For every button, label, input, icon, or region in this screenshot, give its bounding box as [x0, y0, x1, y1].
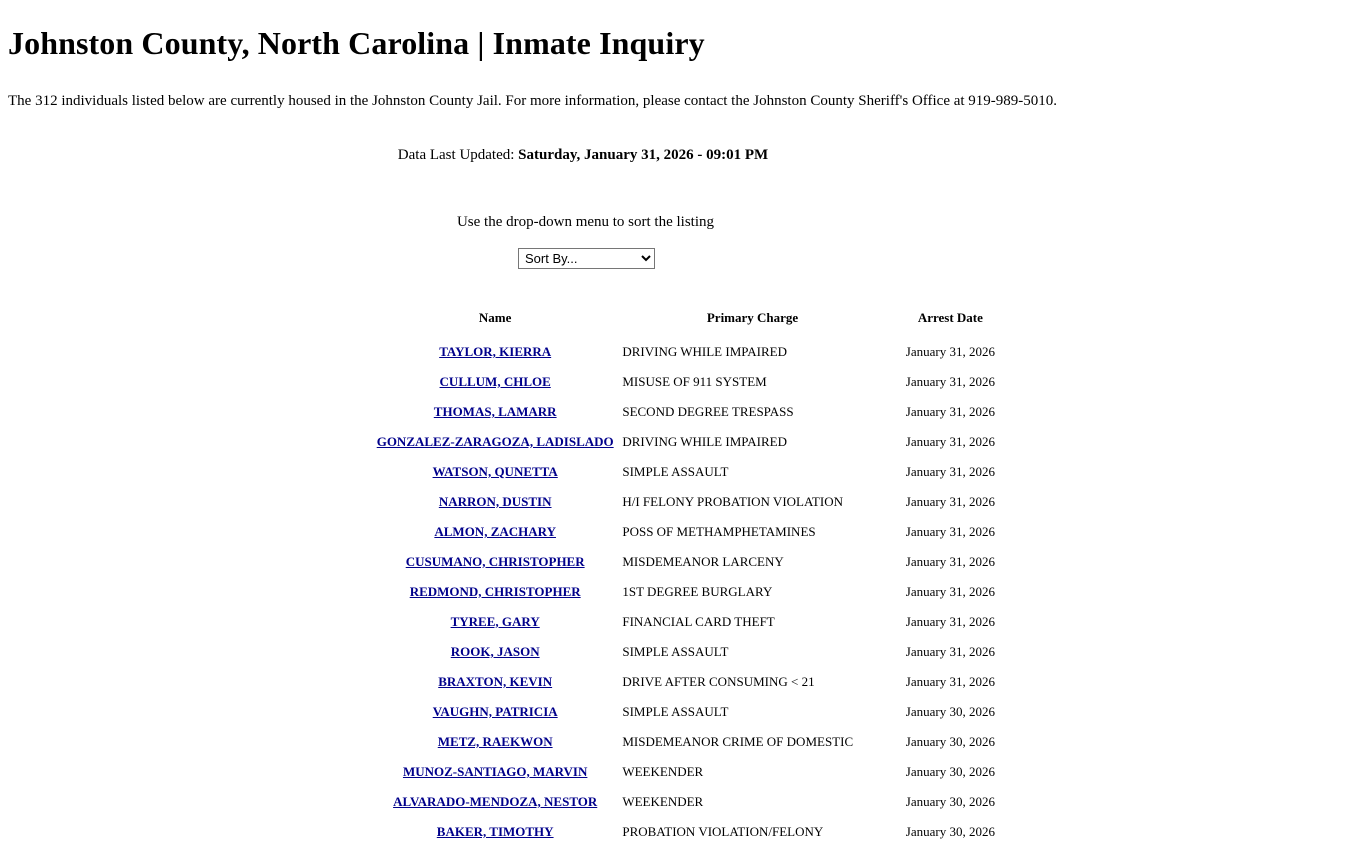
cell-name — [368, 517, 622, 547]
table-row — [368, 607, 1018, 637]
cell-primary-charge: SIMPLE ASSAULT — [622, 703, 729, 719]
table-row — [368, 667, 1018, 697]
inmate-name-link[interactable]: VAUGHN, PATRICIA — [432, 703, 558, 719]
last-updated-value: Saturday, January 31, 2026 - 09:01 PM — [518, 146, 769, 163]
inmate-name-link[interactable]: CULLUM, CHLOE — [439, 373, 551, 389]
inmate-name-link[interactable]: THOMAS, LAMARR — [433, 403, 557, 419]
cell-arrest-date: January 31, 2026 — [905, 643, 995, 659]
cell-name — [368, 487, 622, 517]
cell-arrest-date: January 31, 2026 — [905, 463, 995, 479]
cell-arrest-date: January 31, 2026 — [905, 583, 995, 599]
cell-primary-charge: DRIVING WHILE IMPAIRED — [622, 343, 788, 359]
cell-primary-charge: SECOND DEGREE TRESPASS — [622, 403, 794, 419]
last-updated-line — [8, 147, 1358, 164]
table-row — [368, 457, 1018, 487]
cell-primary-charge: WEEKENDER — [622, 763, 704, 779]
table-row — [368, 757, 1018, 787]
cell-name — [368, 337, 622, 367]
cell-arrest-date: January 31, 2026 — [905, 523, 995, 539]
cell-name — [368, 787, 622, 817]
cell-name — [368, 817, 622, 847]
inmate-name-link[interactable]: ALVARADO-MENDOZA, NESTOR — [393, 793, 598, 809]
cell-name — [368, 727, 622, 757]
column-header-name: Name — [478, 309, 512, 325]
cell-arrest-date: January 31, 2026 — [905, 373, 995, 389]
inmate-name-link[interactable]: REDMOND, CHRISTOPHER — [409, 583, 581, 599]
cell-name — [368, 757, 622, 787]
inmate-name-link[interactable]: GONZALEZ-ZARAGOZA, LADISLADO — [376, 433, 614, 449]
inmate-name-link[interactable]: BAKER, TIMOTHY — [436, 823, 554, 839]
cell-arrest-date: January 30, 2026 — [905, 733, 995, 749]
table-body — [368, 337, 1018, 847]
inmate-name-link[interactable]: NARRON, DUSTIN — [438, 493, 552, 509]
cell-primary-charge: DRIVE AFTER CONSUMING < 21 — [622, 673, 815, 689]
inmate-name-link[interactable]: WATSON, QUNETTA — [432, 463, 558, 479]
inmate-name-link[interactable]: MUNOZ-SANTIAGO, MARVIN — [402, 763, 588, 779]
inmate-name-link[interactable]: METZ, RAEKWON — [437, 733, 553, 749]
cell-arrest-date: January 30, 2026 — [905, 703, 995, 719]
table-row — [368, 367, 1018, 397]
cell-arrest-date: January 31, 2026 — [905, 613, 995, 629]
cell-primary-charge: 1ST DEGREE BURGLARY — [622, 583, 773, 599]
cell-name — [368, 577, 622, 607]
table-row — [368, 727, 1018, 757]
table-row — [368, 817, 1018, 847]
last-updated-label: Data Last Updated: — [397, 146, 515, 163]
inmate-name-link[interactable]: TAYLOR, KIERRA — [439, 343, 552, 359]
table-row — [368, 427, 1018, 457]
cell-name — [368, 427, 622, 457]
inmate-name-link[interactable]: TYREE, GARY — [450, 613, 540, 629]
inmate-name-link[interactable]: ROOK, JASON — [450, 643, 540, 659]
table-row — [368, 517, 1018, 547]
table-header-row — [368, 310, 1018, 337]
table-row — [368, 397, 1018, 427]
sort-select-container — [8, 248, 1358, 269]
inmate-name-link[interactable]: BRAXTON, KEVIN — [438, 673, 553, 689]
table-row — [368, 487, 1018, 517]
cell-primary-charge: SIMPLE ASSAULT — [622, 643, 729, 659]
cell-primary-charge: MISDEMEANOR CRIME OF DOMESTIC — [622, 733, 854, 749]
sort-by-select[interactable] — [518, 248, 655, 269]
cell-arrest-date: January 30, 2026 — [905, 763, 995, 779]
intro-paragraph: The 312 individuals listed below are currently housed in the Johnston County Jail. For more information, please contact the Johnston County Sheriff's Office at 919-989-5010. — [8, 92, 1058, 109]
cell-arrest-date: January 31, 2026 — [905, 493, 995, 509]
cell-primary-charge: POSS OF METHAMPHETAMINES — [622, 523, 816, 539]
cell-arrest-date: January 31, 2026 — [905, 433, 995, 449]
cell-primary-charge: MISDEMEANOR LARCENY — [622, 553, 784, 569]
cell-name — [368, 637, 622, 667]
table-row — [368, 577, 1018, 607]
cell-name — [368, 367, 622, 397]
page-title: Johnston County, North Carolina | Inmate Inquiry — [8, 25, 705, 61]
cell-primary-charge: DRIVING WHILE IMPAIRED — [622, 433, 788, 449]
table-header — [368, 310, 1018, 337]
cell-name — [368, 547, 622, 577]
inmate-table — [368, 310, 1018, 847]
inmate-name-link[interactable]: CUSUMANO, CHRISTOPHER — [405, 553, 585, 569]
cell-name — [368, 607, 622, 637]
cell-name — [368, 457, 622, 487]
cell-primary-charge: WEEKENDER — [622, 793, 704, 809]
cell-primary-charge: MISUSE OF 911 SYSTEM — [622, 373, 767, 389]
cell-name — [368, 397, 622, 427]
inmate-name-link[interactable]: ALMON, ZACHARY — [434, 523, 556, 539]
sort-help-text: Use the drop-down menu to sort the listing — [456, 213, 715, 230]
cell-arrest-date: January 31, 2026 — [905, 343, 995, 359]
column-header-primary-charge: Primary Charge — [706, 309, 799, 325]
cell-primary-charge: FINANCIAL CARD THEFT — [622, 613, 775, 629]
cell-arrest-date: January 31, 2026 — [905, 673, 995, 689]
table-row — [368, 637, 1018, 667]
cell-arrest-date: January 31, 2026 — [905, 403, 995, 419]
table-row — [368, 547, 1018, 577]
cell-name — [368, 697, 622, 727]
column-header-arrest-date: Arrest Date — [917, 309, 983, 325]
cell-arrest-date: January 30, 2026 — [905, 823, 995, 839]
cell-name — [368, 667, 622, 697]
table-row — [368, 337, 1018, 367]
cell-primary-charge: SIMPLE ASSAULT — [622, 463, 729, 479]
table-row — [368, 787, 1018, 817]
cell-arrest-date: January 31, 2026 — [905, 553, 995, 569]
cell-primary-charge: H/I FELONY PROBATION VIOLATION — [622, 493, 843, 509]
table-row — [368, 697, 1018, 727]
cell-arrest-date: January 30, 2026 — [905, 793, 995, 809]
cell-primary-charge: PROBATION VIOLATION/FELONY — [622, 823, 824, 839]
